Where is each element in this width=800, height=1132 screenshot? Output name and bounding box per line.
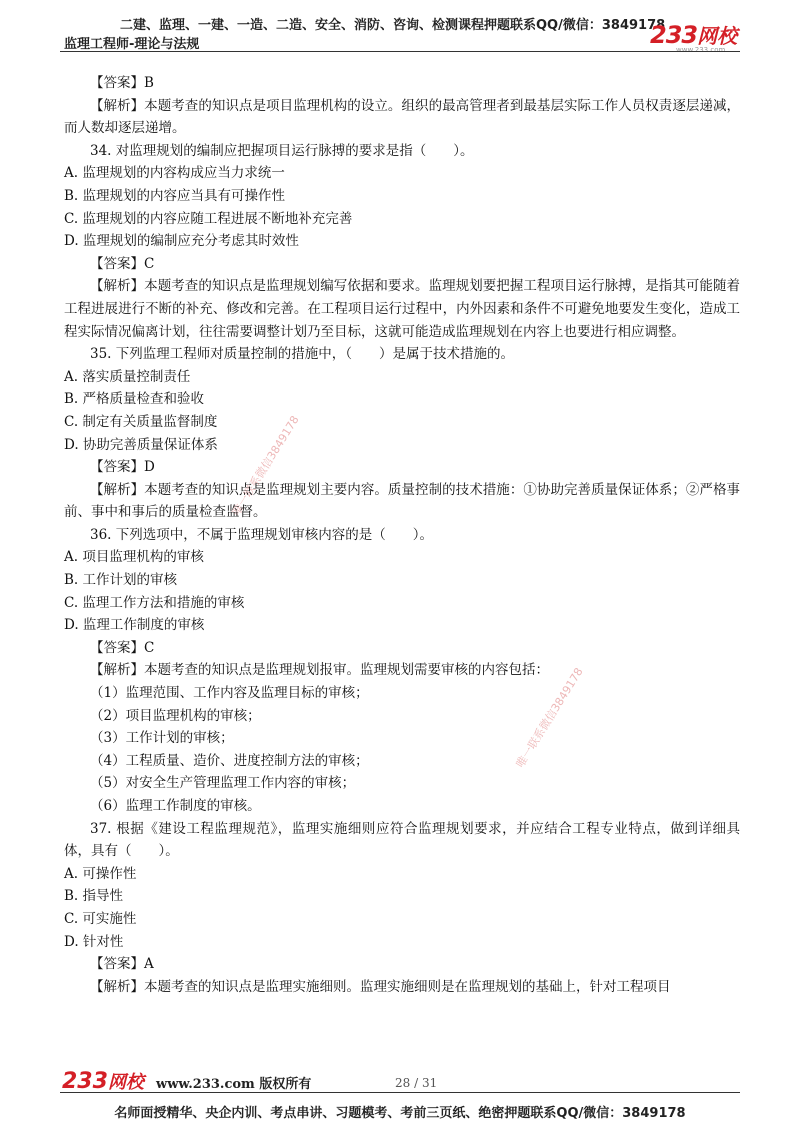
document-body <box>64 72 740 998</box>
list-item: （3）工作计划的审核； <box>90 730 234 747</box>
header-subtitle: 监理工程师-理论与法规 <box>64 37 200 52</box>
answer-35: 【答案】D <box>90 459 155 476</box>
list-item: （2）项目监理机构的审核； <box>90 707 261 724</box>
option-35-a: A. 落实质量控制责任 <box>64 368 191 385</box>
analysis-37: 【解析】本题考查的知识点是监理实施细则。监理实施细则是在监理规划的基础上，针对工程项目 <box>90 978 671 995</box>
header-top-line: 二建、监理、一建、一造、二造、安全、消防、咨询、检测课程押题联系QQ/微信：3849178 <box>120 18 666 33</box>
option-37-a: A. 可操作性 <box>64 865 137 882</box>
option-34-a: A. 监理规划的内容构成应当力求统一 <box>64 165 285 182</box>
option-34-b: B. 监理规划的内容应当具有可操作性 <box>64 187 286 204</box>
footer-rule <box>60 1092 740 1093</box>
logo-url: www.233.com <box>676 46 726 54</box>
watermark-1: 唯一联系微信3849178 <box>229 413 302 518</box>
watermark-2: 唯一联系微信3849178 <box>513 665 586 770</box>
answer-34: 【答案】C <box>90 255 155 272</box>
footer-logo <box>62 1068 144 1094</box>
option-37-c: C. 可实施性 <box>64 910 137 927</box>
logo-number: 233 <box>650 21 698 49</box>
answer-36: 【答案】C <box>90 639 155 656</box>
option-36-c: C. 监理工作方法和措施的审核 <box>64 594 245 611</box>
option-36-d: D. 监理工作制度的审核 <box>64 617 205 634</box>
analysis-35: 【解析】本题考查的知识点是监理规划主要内容。质量控制的技术措施：①协助完善质量保证体系；②严格事前、事中和事后的质量检查监督。 <box>64 481 740 521</box>
footer-logo-number: 233 <box>62 1069 108 1094</box>
footer-site[interactable]: www.233.com 版权所有 <box>156 1077 312 1092</box>
option-35-d: D. 协助完善质量保证体系 <box>64 436 218 453</box>
option-37-b: B. 指导性 <box>64 888 124 905</box>
analysis-34: 【解析】本题考查的知识点是监理规划编写依据和要求。监理规划要把握工程项目运行脉搏，是指其可能随着工程进展进行不断的补充、修改和完善。在工程项目运行过程中，内外因素和条件不可避免地要发生变化，造成工程实际情况偏离计划，往往需要调整计划乃至目标，这就可能造成监理规划在内容上也要进行相应调整。 <box>64 278 740 340</box>
analysis-36: 【解析】本题考查的知识点是监理规划报审。监理规划需要审核的内容包括： <box>90 662 549 679</box>
option-34-c: C. 监理规划的内容应随工程进展不断地补充完善 <box>64 210 353 227</box>
option-35-b: B. 严格质量检查和验收 <box>64 391 205 408</box>
logo-text: 网校 <box>697 24 738 48</box>
footer-logo-text: 网校 <box>107 1072 144 1093</box>
list-item: （5）对安全生产管理监理工作内容的审核； <box>90 775 356 792</box>
footer-bottom-line: 名师面授精华、央企内训、考点串讲、习题模考、考前三页纸、绝密押题联系QQ/微信：3849178 <box>114 1106 686 1121</box>
logo <box>650 20 737 49</box>
option-35-c: C. 制定有关质量监督制度 <box>64 413 218 430</box>
answer-37: 【答案】A <box>90 956 154 973</box>
question-35: 35. 下列监理工程师对质量控制的措施中，（ ）是属于技术措施的。 <box>90 346 515 363</box>
option-36-a: A. 项目监理机构的审核 <box>64 549 204 566</box>
question-36: 36. 下列选项中，不属于监理规划审核内容的是（ ）。 <box>90 526 434 543</box>
question-34: 34. 对监理规划的编制应把握项目运行脉搏的要求是指（ ）。 <box>90 142 474 159</box>
page-number: 28 / 31 <box>395 1076 438 1090</box>
analysis-33: 【解析】本题考查的知识点是项目监理机构的设立。组织的最高管理者到最基层实际工作人员权责逐层递减，而人数却逐层递增。 <box>64 97 740 137</box>
option-36-b: B. 工作计划的审核 <box>64 572 178 589</box>
list-item: （6）监理工作制度的审核。 <box>90 798 261 814</box>
list-item: （1）监理范围、工作内容及监理目标的审核； <box>90 685 369 702</box>
option-37-d: D. 针对性 <box>64 933 124 950</box>
list-item: （4）工程质量、造价、进度控制方法的审核； <box>90 752 369 769</box>
header-rule <box>60 51 740 52</box>
answer-33: 【答案】B <box>90 75 154 91</box>
option-34-d: D. 监理规划的编制应充分考虑其时效性 <box>64 233 299 250</box>
question-37: 37. 根据《建设工程监理规范》，监理实施细则应符合监理规划要求，并应结合工程专业特点，做到详细具体，具有（ ）。 <box>64 820 740 860</box>
